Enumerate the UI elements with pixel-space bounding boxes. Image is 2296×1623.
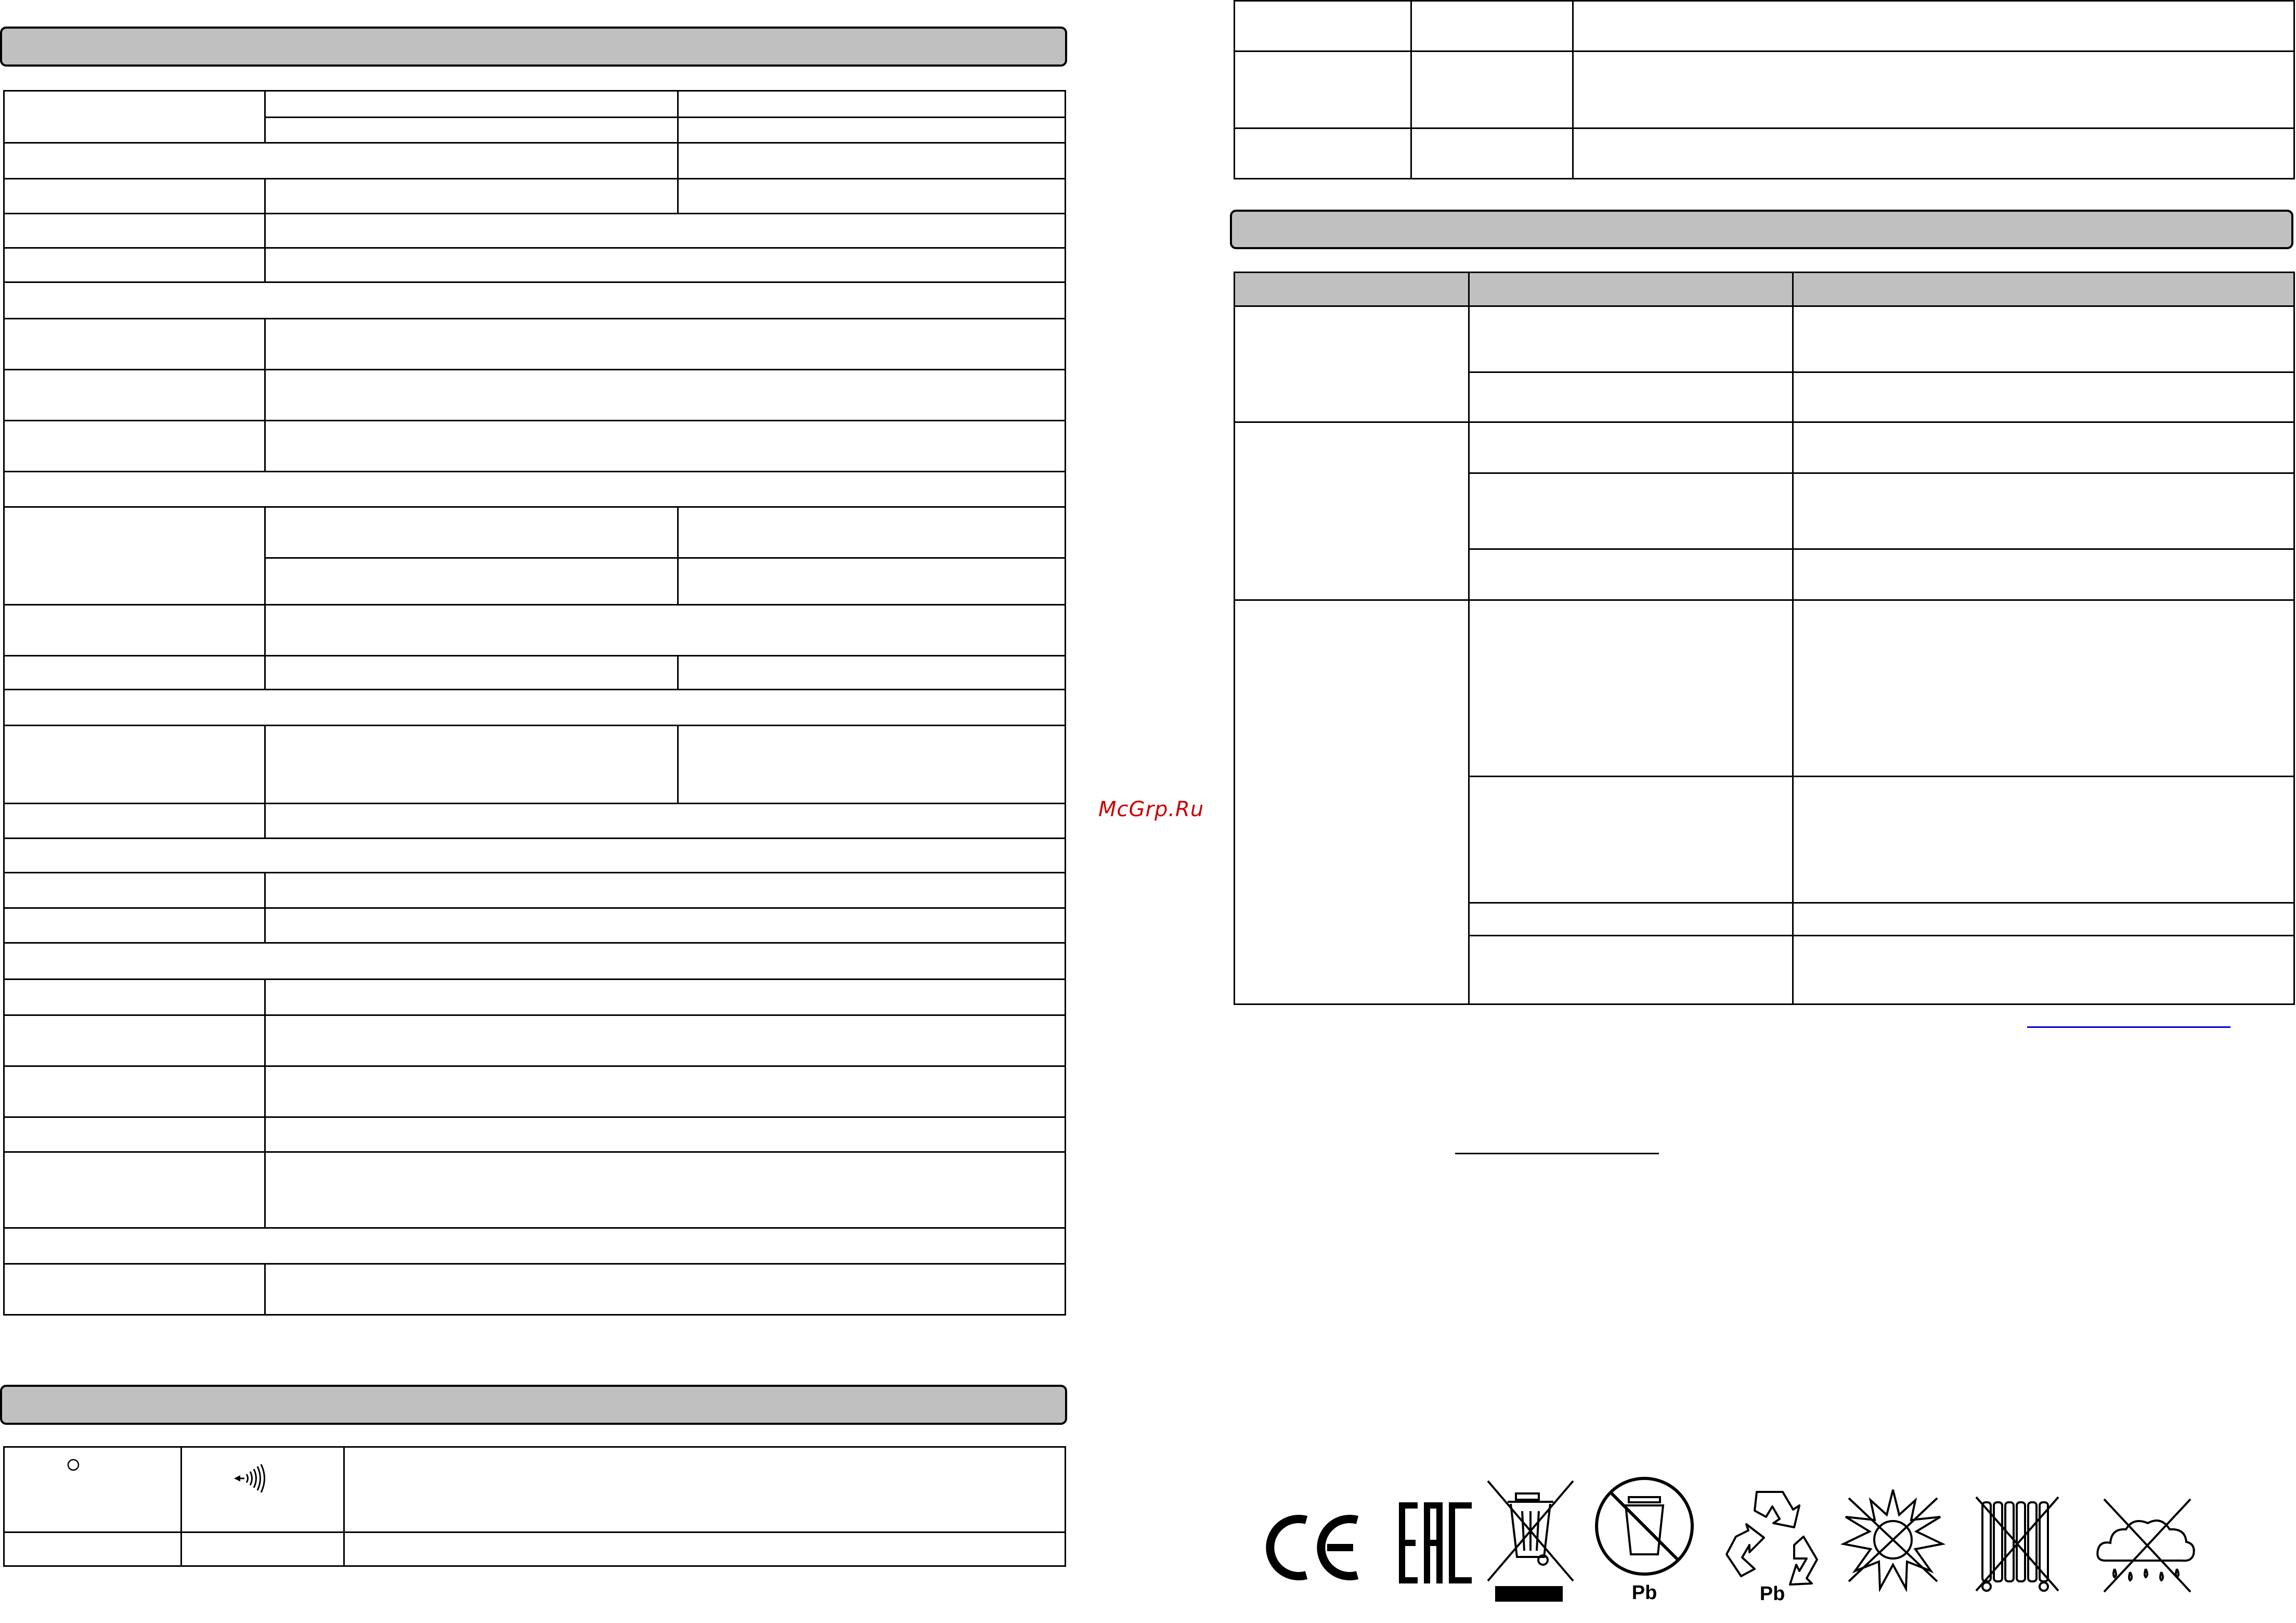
table-cell xyxy=(264,1116,1066,1153)
table-cell xyxy=(3,247,266,283)
table-cell xyxy=(677,142,1066,179)
table-cell xyxy=(1572,127,2295,179)
table-cell xyxy=(3,90,266,144)
table-cell xyxy=(3,506,266,606)
table-cell xyxy=(1572,0,2295,52)
table-cell xyxy=(1792,472,2295,550)
pb-recycling-icon xyxy=(1720,1487,1824,1606)
table-cell xyxy=(3,1263,266,1316)
pb-label: Pb xyxy=(1759,1583,1785,1605)
table-cell xyxy=(677,117,1066,144)
table-cell xyxy=(1234,599,1470,1005)
table-cell xyxy=(264,420,1066,472)
underline-rule xyxy=(1455,1153,1659,1154)
table-cell xyxy=(677,557,1066,606)
section-bar-indicators xyxy=(0,1385,1067,1425)
pb-label: Pb xyxy=(1631,1582,1657,1604)
section-bar-specifications xyxy=(0,27,1067,67)
table-cell xyxy=(3,689,1066,726)
table-cell xyxy=(1792,902,2295,936)
table-header-cell xyxy=(1468,272,1794,307)
table-cell xyxy=(677,506,1066,559)
table-cell xyxy=(3,725,266,804)
table-cell xyxy=(264,655,679,690)
table-cell xyxy=(1468,421,1794,474)
table-cell xyxy=(677,178,1066,214)
table-cell xyxy=(264,604,1066,656)
table-cell xyxy=(3,942,1066,980)
table-cell xyxy=(264,872,1066,909)
table-cell xyxy=(677,655,1066,690)
table-cell xyxy=(3,281,1066,319)
table-cell xyxy=(264,369,1066,421)
table-cell xyxy=(1792,599,2295,777)
table-cell xyxy=(343,1446,1066,1533)
table-cell xyxy=(264,1263,1066,1316)
table-cell xyxy=(264,506,679,559)
speaker-wave-icon xyxy=(233,1463,269,1496)
table-cell xyxy=(3,1116,266,1153)
table-cell xyxy=(264,803,1066,839)
table-cell xyxy=(3,420,266,472)
table-cell xyxy=(3,318,266,370)
table-cell xyxy=(3,907,266,944)
table-cell xyxy=(1410,50,1574,129)
table-cell xyxy=(3,178,266,214)
circle-icon xyxy=(67,1458,80,1474)
table-cell xyxy=(1792,421,2295,474)
table-cell xyxy=(1468,776,1794,904)
table-cell xyxy=(1792,935,2295,1005)
table-cell xyxy=(677,725,1066,804)
table-cell xyxy=(264,907,1066,944)
pb-battery-bin-icon xyxy=(1592,1475,1696,1605)
table-cell xyxy=(343,1531,1066,1567)
table-cell xyxy=(264,978,1066,1016)
table-cell xyxy=(264,1151,1066,1229)
table-cell xyxy=(1468,548,1794,601)
table-cell xyxy=(1234,0,1412,52)
table-cell xyxy=(3,604,266,656)
table-cell xyxy=(1468,305,1794,373)
table-cell xyxy=(1792,371,2295,423)
no-rain-icon xyxy=(2094,1496,2198,1595)
table-cell xyxy=(3,1531,182,1567)
hyperlink-underline[interactable] xyxy=(2027,1026,2230,1028)
table-cell xyxy=(1468,472,1794,550)
table-cell xyxy=(1792,776,2295,904)
watermark-text: McGrp.Ru xyxy=(1098,797,1204,821)
table-cell xyxy=(3,369,266,421)
table-cell xyxy=(1234,421,1470,601)
eac-mark-icon xyxy=(1398,1500,1476,1586)
table-cell xyxy=(3,1227,1066,1265)
table-cell xyxy=(3,838,1066,873)
table-cell xyxy=(3,142,679,179)
table-cell xyxy=(1468,599,1794,777)
table-cell xyxy=(180,1531,345,1567)
table-header-cell xyxy=(1792,272,2295,307)
section-bar-troubleshooting xyxy=(1230,210,2293,249)
table-cell xyxy=(3,1446,182,1533)
table-cell xyxy=(3,1065,266,1118)
ce-mark-icon xyxy=(1265,1514,1364,1581)
table-cell xyxy=(3,872,266,909)
table-cell xyxy=(264,117,679,144)
table-cell xyxy=(1792,305,2295,373)
table-cell xyxy=(1410,127,1574,179)
table-cell xyxy=(3,655,266,690)
table-cell xyxy=(1234,50,1412,129)
table-cell xyxy=(1572,50,2295,129)
no-radiator-icon xyxy=(1975,1495,2061,1594)
table-cell xyxy=(264,1014,1066,1067)
table-cell xyxy=(264,557,679,606)
no-sun-icon xyxy=(1838,1488,1948,1592)
table-cell xyxy=(677,90,1066,118)
table-cell xyxy=(1792,548,2295,601)
table-cell xyxy=(3,1151,266,1229)
table-cell xyxy=(1410,0,1574,52)
table-cell xyxy=(3,978,266,1016)
table-cell xyxy=(264,725,679,804)
table-cell xyxy=(3,1014,266,1067)
table-cell xyxy=(1468,902,1794,936)
table-cell xyxy=(1468,935,1794,1005)
table-cell xyxy=(264,1065,1066,1118)
table-cell xyxy=(1234,127,1412,179)
table-cell xyxy=(264,247,1066,283)
table-cell xyxy=(264,213,1066,249)
table-cell xyxy=(1468,371,1794,423)
table-cell xyxy=(3,471,1066,508)
table-cell xyxy=(264,318,1066,370)
table-header-cell xyxy=(1234,272,1470,307)
table-cell xyxy=(264,178,679,214)
table-cell xyxy=(3,803,266,839)
table-cell xyxy=(3,213,266,249)
weee-crossed-bin-icon xyxy=(1485,1479,1576,1604)
table-cell xyxy=(1234,305,1470,423)
table-cell xyxy=(264,90,679,118)
